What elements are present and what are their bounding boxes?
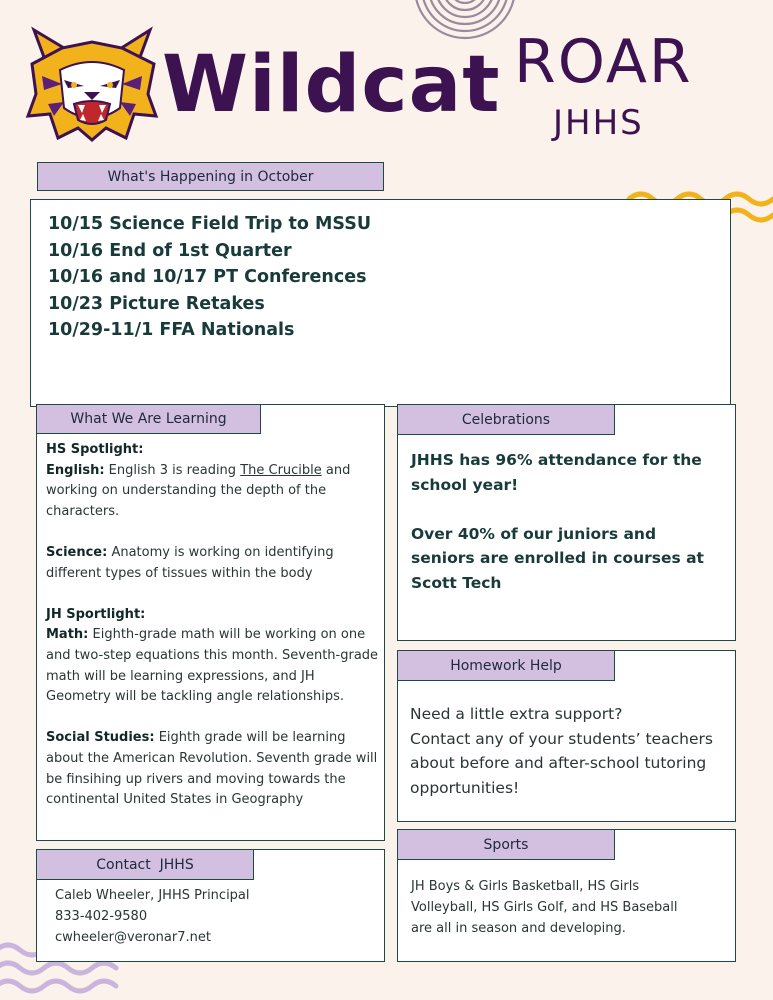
social-studies-label: Social Studies:: [46, 730, 155, 746]
concentric-arcs-decoration: [405, 0, 525, 40]
celebration-attendance: JHHS has 96% attendance for the school year!: [411, 451, 702, 494]
event-item: 10/23 Picture Retakes: [48, 293, 265, 314]
masthead-title: Wildcat: [162, 40, 501, 130]
roar-title: ROAR: [514, 27, 693, 97]
book-title: The Crucible: [240, 462, 322, 478]
events-list: [48, 211, 708, 344]
sports-tab: [397, 829, 615, 860]
celebrations-content: [411, 448, 723, 595]
science-paragraph: Science: Anatomy is working on identifying different types of tissues within the body: [46, 544, 334, 581]
celebrations-tab-label: Celebrations: [461, 411, 551, 428]
social-studies-paragraph: Social Studies: Eighth grade will be learning about the American Revolution. Seventh grade will be finsihing up rivers and moving towards the continental United States in Geography: [46, 730, 378, 808]
learning-content: [46, 440, 380, 811]
celebration-enrollment: Over 40% of our juniors and seniors are enrolled in courses at Scott Tech: [411, 524, 704, 592]
school-title: JHHS: [553, 103, 644, 143]
science-label: Science:: [46, 544, 108, 560]
event-item: 10/16 and 10/17 PT Conferences: [48, 267, 367, 287]
event-item: 10/15 Science Field Trip to MSSU: [48, 214, 372, 234]
math-label: Math:: [46, 627, 89, 643]
contact-tab: [36, 849, 254, 880]
math-paragraph: Math: Eighth-grade math will be working on one and two-step equations this month. Seventh-grade math will be learning expressions, and JH Geometry will be tackling angle relationships.: [46, 627, 379, 705]
event-item: 10/16 End of 1st Quarter: [48, 240, 292, 261]
wildcat-logo-icon: [22, 24, 162, 142]
english-label: English:: [46, 462, 105, 478]
contact-email[interactable]: cwheeler@veronar7.net: [55, 929, 211, 945]
homework-line2: Contact any of your students’ teachers about before and after-school tutoring opportunities!: [410, 729, 713, 797]
happening-tab: [37, 162, 384, 191]
contact-tab-label: Contact JHHS: [96, 856, 194, 873]
sports-text: JH Boys & Girls Basketball, HS Girls Volleyball, HS Girls Golf, and HS Baseball are all in season and developing.: [411, 879, 678, 936]
english-paragraph: English: English 3 is reading The Crucible and working on understanding the depth of the characters.: [46, 462, 351, 519]
homework-content: [410, 702, 726, 800]
sports-content: [411, 877, 701, 939]
event-item: 10/29-11/1 FFA Nationals: [48, 320, 295, 340]
contact-phone: 833-402-9580: [55, 908, 148, 924]
homework-line1: Need a little extra support?: [410, 705, 623, 723]
learning-tab: [36, 404, 261, 434]
sports-tab-label: Sports: [483, 836, 529, 853]
hs-spotlight-heading: HS Spotlight:: [46, 442, 144, 457]
contact-content: [55, 886, 375, 948]
learning-tab-label: What We Are Learning: [70, 411, 227, 427]
contact-name: Caleb Wheeler, JHHS Principal: [55, 888, 250, 903]
homework-tab-label: Homework Help: [450, 657, 562, 674]
homework-tab: [397, 650, 615, 681]
jh-spotlight-heading: JH Sportlight:: [46, 606, 146, 622]
celebrations-tab: [397, 404, 615, 435]
happening-tab-label: What's Happening in October: [107, 168, 314, 185]
